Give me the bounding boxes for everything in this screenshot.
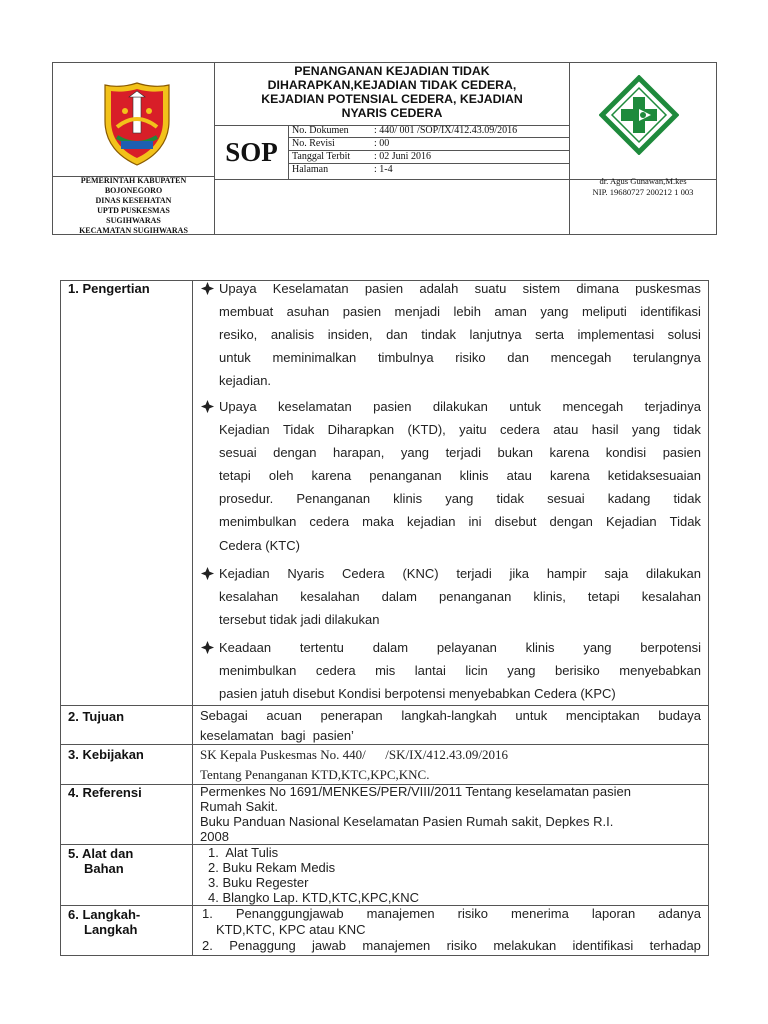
referensi-text xyxy=(200,784,701,844)
label-line: 6. Langkah- xyxy=(68,907,141,922)
text-line: prosedur. Penanganan klinis yang tidak sesuai kadang tidak xyxy=(219,491,701,507)
section-label-pengertian: 1. Pengertian xyxy=(68,281,150,296)
title-line: PENANGANAN KEJADIAN TIDAK xyxy=(294,64,490,78)
diamond-bullet-icon xyxy=(200,640,215,655)
text-line: Buku Panduan Nasional Keselamatan Pasien Rumah sakit, Depkes R.I. xyxy=(200,814,614,829)
list-item: 4. Blangko Lap. KTD,KTC,KPC,KNC xyxy=(208,890,419,905)
text-line: SK Kepala Puskesmas No. 440/ /SK/IX/412.43.09/2016 xyxy=(200,747,509,762)
list-item: KTD,KTC, KPC atau KNC xyxy=(216,922,366,937)
text-line: Cedera (KTC) xyxy=(219,537,300,553)
meta-value: : 00 xyxy=(374,138,390,149)
document-title xyxy=(215,63,569,125)
text-line: resiko, analisis insiden, dan tindak lanjutnya serta implementasi solusi xyxy=(219,327,701,343)
title-line: DIHARAPKAN,KEJADIAN TIDAK CEDERA, xyxy=(267,78,517,92)
org-line: DINAS KESEHATAN xyxy=(95,196,172,205)
signer-nip: NIP. 19680727 200212 1 003 xyxy=(592,187,694,197)
org-line: BOJONEGORO xyxy=(104,186,163,195)
text-line: Upaya Keselamatan pasien adalah suatu sistem dimana puskesmas xyxy=(219,281,701,296)
meta-row xyxy=(289,125,569,137)
signer-block xyxy=(569,176,717,198)
divider xyxy=(192,281,193,955)
meta-key: Halaman xyxy=(292,164,329,175)
list-item: 2. Buku Rekam Medis xyxy=(208,860,336,875)
section-label-langkah xyxy=(68,907,140,937)
meta-value: : 1-4 xyxy=(374,164,393,175)
section-label-kebijakan: 3. Kebijakan xyxy=(68,747,144,762)
text-line: untuk meminimalkan timbulnya risiko dan mencegah terulangnya xyxy=(219,350,701,366)
text-line: Keadaan tertentu dalam pelayanan klinis yang berpotensi xyxy=(219,640,701,655)
text-line: Rumah Sakit. xyxy=(200,799,279,814)
text-line: Kejadian Nyaris Cedera (KNC) terjadi jika hampir saja dilakukan xyxy=(219,566,701,581)
meta-value: : 440/ 001 /SOP/IX/412.43.09/2016 xyxy=(374,125,518,136)
sop-content-table xyxy=(60,280,709,956)
text-line: tetapi oleh karena penanganan klinis atau karena ketidaksesuaian xyxy=(219,468,701,484)
organization-name xyxy=(53,176,214,236)
org-line: UPTD PUSKESMAS xyxy=(97,206,170,215)
text-line: pasien jatuh disebut Kondisi berpotensi menyebabkan Cedera (KPC) xyxy=(219,686,616,702)
diamond-bullet-icon xyxy=(200,566,215,581)
text-line: menimbulkan cedera mis lantai licin yang berisiko menyebabkan xyxy=(219,663,701,679)
tujuan-text xyxy=(200,706,701,746)
sop-header-table xyxy=(52,62,717,235)
text-line: membuat asuhan pasien menjadi lebih aman yang meliputi identifikasi xyxy=(219,304,701,320)
alat-list xyxy=(200,845,701,905)
kebijakan-text xyxy=(200,744,701,784)
org-line: PEMERINTAH KABUPATEN xyxy=(80,176,187,185)
regency-emblem-icon xyxy=(103,81,171,167)
divider xyxy=(569,63,570,234)
label-line: Langkah xyxy=(84,922,138,937)
label-line: 5. Alat dan xyxy=(68,846,134,861)
section-label-alat xyxy=(68,846,133,876)
langkah-list xyxy=(200,906,701,954)
puskesmas-cross-logo-icon xyxy=(599,75,679,155)
text-line: Kejadian Tidak Diharapkan (KTD), yaitu cedera atau hasil yang tidak xyxy=(219,422,701,438)
text-line: menimbulkan cedera maka kejadian ini disebut dengan Kejadian Tidak xyxy=(219,514,701,530)
text-line: Tentang Penanganan KTD,KTC,KPC,KNC. xyxy=(200,767,430,782)
list-item: 2. Penaggung jawab manajemen risiko melakukan identifikasi terhadap xyxy=(202,938,701,953)
text-line: Sebagai acuan penerapan langkah-langkah untuk menciptakan budaya xyxy=(200,708,701,723)
sop-label: SOP xyxy=(225,136,278,167)
pengertian-bullet xyxy=(200,277,701,392)
text-line: Permenkes No 1691/MENKES/PER/VIII/2011 Tentang keselamatan pasien xyxy=(200,784,631,799)
section-label-tujuan: 2. Tujuan xyxy=(68,709,125,724)
list-item: 1. Alat Tulis xyxy=(208,845,279,860)
diamond-bullet-icon xyxy=(200,399,215,414)
org-line: KECAMATAN SUGIHWARAS xyxy=(79,226,188,235)
text-line: keselamatan bagi pasien’ xyxy=(200,728,354,743)
text-line: Upaya keselamatan pasien dilakukan untuk mencegah terjadinya xyxy=(219,399,701,414)
meta-row xyxy=(289,151,569,163)
text-line: kesalahan kesalahan dalam penanganan klinis, tetapi kesalahan xyxy=(219,589,701,605)
meta-value: : 02 Juni 2016 xyxy=(374,151,431,162)
signer-name: dr. Agus Gunawan,M.kes xyxy=(599,176,687,186)
diamond-bullet-icon xyxy=(200,281,215,296)
pengertian-bullet xyxy=(200,636,701,705)
title-line: NYARIS CEDERA xyxy=(341,106,443,120)
label-line: Bahan xyxy=(84,861,124,876)
pengertian-bullet xyxy=(200,395,701,557)
list-item: 1. Penanggungjawab manajemen risiko menerima laporan adanya xyxy=(202,906,701,921)
text-line: tersebut tidak jadi dilakukan xyxy=(219,612,380,628)
meta-row xyxy=(289,164,569,176)
meta-key: No. Dokumen xyxy=(292,125,349,136)
meta-key: No. Revisi xyxy=(292,138,335,149)
meta-key: Tanggal Terbit xyxy=(292,151,351,162)
org-line: SUGIHWARAS xyxy=(106,216,161,225)
meta-row xyxy=(289,138,569,150)
text-line: 2008 xyxy=(200,829,229,844)
text-line: sesuai dengan harapan, yang terjadi bukan karena kondisi pasien xyxy=(219,445,701,461)
pengertian-bullet xyxy=(200,562,701,631)
section-label-referensi: 4. Referensi xyxy=(68,785,142,800)
title-line: KEJADIAN POTENSIAL CEDERA, KEJADIAN xyxy=(261,92,523,106)
list-item: 3. Buku Regester xyxy=(208,875,309,890)
text-line: kejadian. xyxy=(219,373,272,389)
